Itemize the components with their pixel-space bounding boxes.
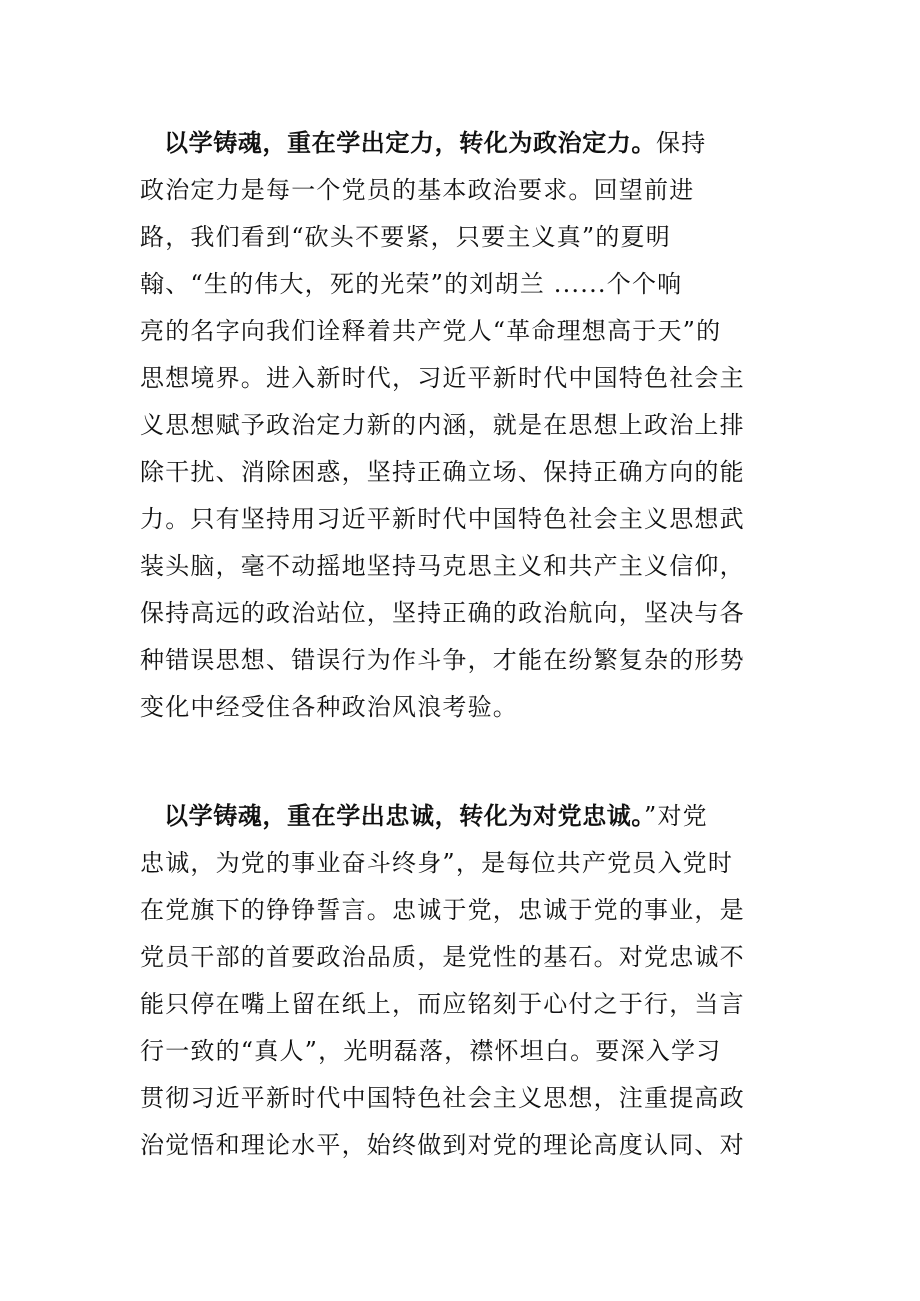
- paragraph-line: 路，我们看到“砍头不要紧，只要主义真”的夏明: [140, 223, 671, 251]
- paragraph-line: 翰、“生的伟大，死的光荣”的刘胡兰 ......个个响: [140, 270, 683, 298]
- paragraph-text: ”对党: [644, 802, 708, 830]
- paragraph-line: 亮的名字向我们诠释着共产党人“革命理想高于天”的: [140, 317, 722, 345]
- paragraph-party-loyalty: [140, 793, 780, 1169]
- paragraph-first-line: [140, 793, 780, 840]
- paragraph-line: 装头脑，毫不动摇地坚持马克思主义和共产主义信仰，: [140, 552, 745, 580]
- paragraph-line: 变化中经受住各种政治风浪考验。: [140, 693, 518, 721]
- paragraph-line: 在党旗下的铮铮誓言。忠诚于党，忠诚于党的事业，是: [140, 896, 745, 924]
- paragraph-line: 忠诚，为党的事业奋斗终身”，是每位共产党员入党时: [140, 849, 734, 877]
- paragraph-text: 保持: [656, 129, 707, 157]
- paragraph-line: 保持高远的政治站位，坚持正确的政治航向，坚决与各: [140, 599, 745, 627]
- paragraph-line: 行一致的“真人”，光明磊落，襟怀坦白。要深入学习: [140, 1037, 722, 1065]
- paragraph-line: 能只停在嘴上留在纸上，而应铭刻于心付之于行，当言: [140, 990, 745, 1018]
- paragraph-lead-sentence: 以学铸魂，重在学出忠诚，转化为对党忠诚。: [164, 802, 644, 830]
- paragraph-line: 种错误思想、错误行为作斗争，才能在纷繁复杂的形势: [140, 646, 745, 674]
- paragraph-lead-sentence: 以学铸魂，重在学出定力，转化为政治定力。: [164, 129, 656, 157]
- paragraph-line: 义思想赋予政治定力新的内涵，就是在思想上政治上排: [140, 411, 745, 439]
- paragraph-political-steadiness: [140, 120, 780, 731]
- paragraph-line: 除干扰、消除困惑，坚持正确立场、保持正确方向的能: [140, 458, 745, 486]
- paragraph-line: 政治定力是每一个党员的基本政治要求。回望前进: [140, 176, 695, 204]
- paragraph-line: 贯彻习近平新时代中国特色社会主义思想，注重提高政: [140, 1084, 745, 1112]
- paragraph-line: 治觉悟和理论水平，始终做到对党的理论高度认同、对: [140, 1131, 745, 1159]
- paragraph-line: 思想境界。进入新时代，习近平新时代中国特色社会主: [140, 364, 745, 392]
- paragraph-first-line: [140, 120, 780, 167]
- paragraph-line: 党员干部的首要政治品质，是党性的基石。对党忠诚不: [140, 943, 745, 971]
- paragraph-line: 力。只有坚持用习近平新时代中国特色社会主义思想武: [140, 505, 745, 533]
